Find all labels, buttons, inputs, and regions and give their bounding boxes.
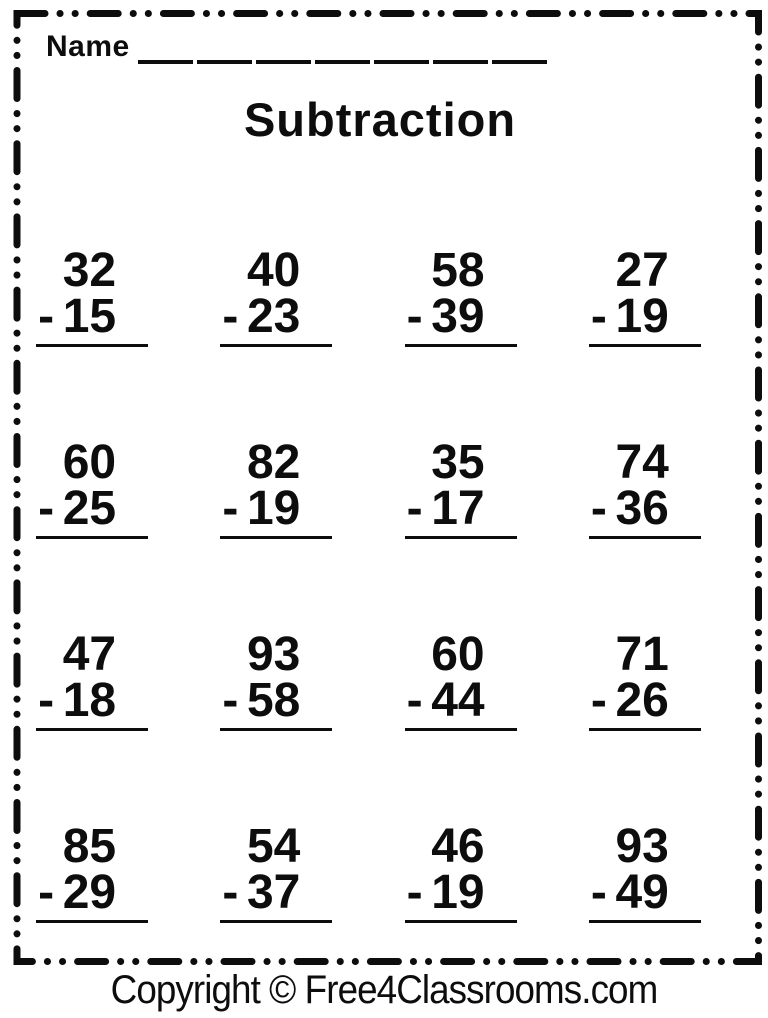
subtrahend-row	[220, 674, 332, 727]
minus-sign: -	[222, 674, 239, 727]
subtrahend-number: 58	[246, 674, 301, 727]
answer-line	[405, 344, 517, 347]
subtraction-problem	[220, 628, 332, 826]
subtrahend-row	[589, 290, 701, 343]
answer-line	[589, 920, 701, 923]
minuend-number: 85	[62, 820, 117, 873]
subtrahend-number: 26	[615, 674, 669, 727]
minus-sign: -	[38, 674, 55, 727]
subtrahend-number: 44	[431, 674, 485, 727]
subtrahend-row	[405, 674, 517, 727]
subtrahend-row	[405, 290, 517, 343]
subtraction-problem	[36, 436, 148, 634]
answer-line	[405, 536, 517, 539]
subtrahend-number: 15	[62, 290, 117, 343]
subtrahend-number: 36	[615, 482, 669, 535]
minus-sign: -	[38, 866, 55, 919]
minuend-number: 60	[62, 436, 117, 489]
problems-grid	[0, 244, 737, 1018]
subtrahend-row	[220, 866, 332, 919]
subtrahend-row	[589, 482, 701, 535]
subtrahend-row	[589, 866, 701, 919]
name-write-line	[138, 28, 550, 64]
answer-line	[405, 920, 517, 923]
subtrahend-number: 19	[246, 482, 301, 535]
subtrahend-number: 23	[246, 290, 301, 343]
answer-line	[589, 728, 701, 731]
subtraction-problem	[220, 436, 332, 634]
minuend-number: 46	[431, 820, 485, 873]
subtrahend-number: 37	[246, 866, 301, 919]
answer-line	[36, 344, 148, 347]
subtrahend-number: 25	[62, 482, 117, 535]
copyright-text: Copyright © Free4Classrooms.com	[110, 968, 658, 1012]
subtraction-problem	[405, 436, 517, 634]
name-row	[46, 28, 550, 64]
answer-line	[589, 344, 701, 347]
subtraction-problem	[589, 244, 701, 442]
subtrahend-number: 18	[62, 674, 117, 727]
subtraction-problem	[589, 628, 701, 826]
subtrahend-row	[405, 866, 517, 919]
subtraction-problem	[36, 628, 148, 826]
subtrahend-row	[36, 866, 148, 919]
minus-sign: -	[590, 290, 607, 343]
subtrahend-number: 17	[431, 482, 485, 535]
minus-sign: -	[38, 290, 55, 343]
subtraction-problem	[220, 244, 332, 442]
minuend-number: 32	[62, 244, 117, 297]
minuend-number: 71	[615, 628, 669, 681]
minuend-number: 74	[615, 436, 669, 489]
subtrahend-row	[36, 290, 148, 343]
minuend-number: 35	[431, 436, 485, 489]
minuend-number: 58	[431, 244, 485, 297]
subtrahend-row	[36, 674, 148, 727]
subtraction-problem	[405, 244, 517, 442]
worksheet-title: Subtraction	[243, 93, 517, 146]
subtraction-problem	[36, 244, 148, 442]
name-label: Name	[46, 30, 130, 63]
subtrahend-row	[220, 290, 332, 343]
minus-sign: -	[590, 866, 607, 919]
answer-line	[36, 536, 148, 539]
answer-line	[220, 536, 332, 539]
subtrahend-row	[220, 482, 332, 535]
subtraction-problem	[589, 436, 701, 634]
minuend-number: 27	[615, 244, 669, 297]
answer-line	[405, 728, 517, 731]
minus-sign: -	[406, 482, 423, 535]
minuend-number: 54	[246, 820, 301, 873]
minus-sign: -	[38, 482, 55, 535]
subtrahend-row	[36, 482, 148, 535]
subtrahend-row	[589, 674, 701, 727]
minus-sign: -	[406, 674, 423, 727]
minus-sign: -	[590, 674, 607, 727]
minuend-number: 82	[246, 436, 301, 489]
subtrahend-number: 39	[431, 290, 485, 343]
answer-line	[220, 344, 332, 347]
minuend-number: 47	[62, 628, 117, 681]
minus-sign: -	[590, 482, 607, 535]
minus-sign: -	[222, 290, 239, 343]
answer-line	[589, 536, 701, 539]
subtraction-problem	[405, 628, 517, 826]
subtrahend-number: 29	[62, 866, 117, 919]
minus-sign: -	[406, 290, 423, 343]
minus-sign: -	[222, 866, 239, 919]
minuend-number: 93	[246, 628, 301, 681]
answer-line	[220, 920, 332, 923]
answer-line	[36, 728, 148, 731]
minuend-number: 93	[615, 820, 669, 873]
minus-sign: -	[406, 866, 423, 919]
minuend-number: 60	[431, 628, 485, 681]
subtrahend-row	[405, 482, 517, 535]
answer-line	[36, 920, 148, 923]
minuend-number: 40	[246, 244, 301, 297]
subtrahend-number: 19	[431, 866, 485, 919]
answer-line	[220, 728, 332, 731]
subtrahend-number: 49	[615, 866, 669, 919]
minus-sign: -	[222, 482, 239, 535]
subtrahend-number: 19	[615, 290, 669, 343]
